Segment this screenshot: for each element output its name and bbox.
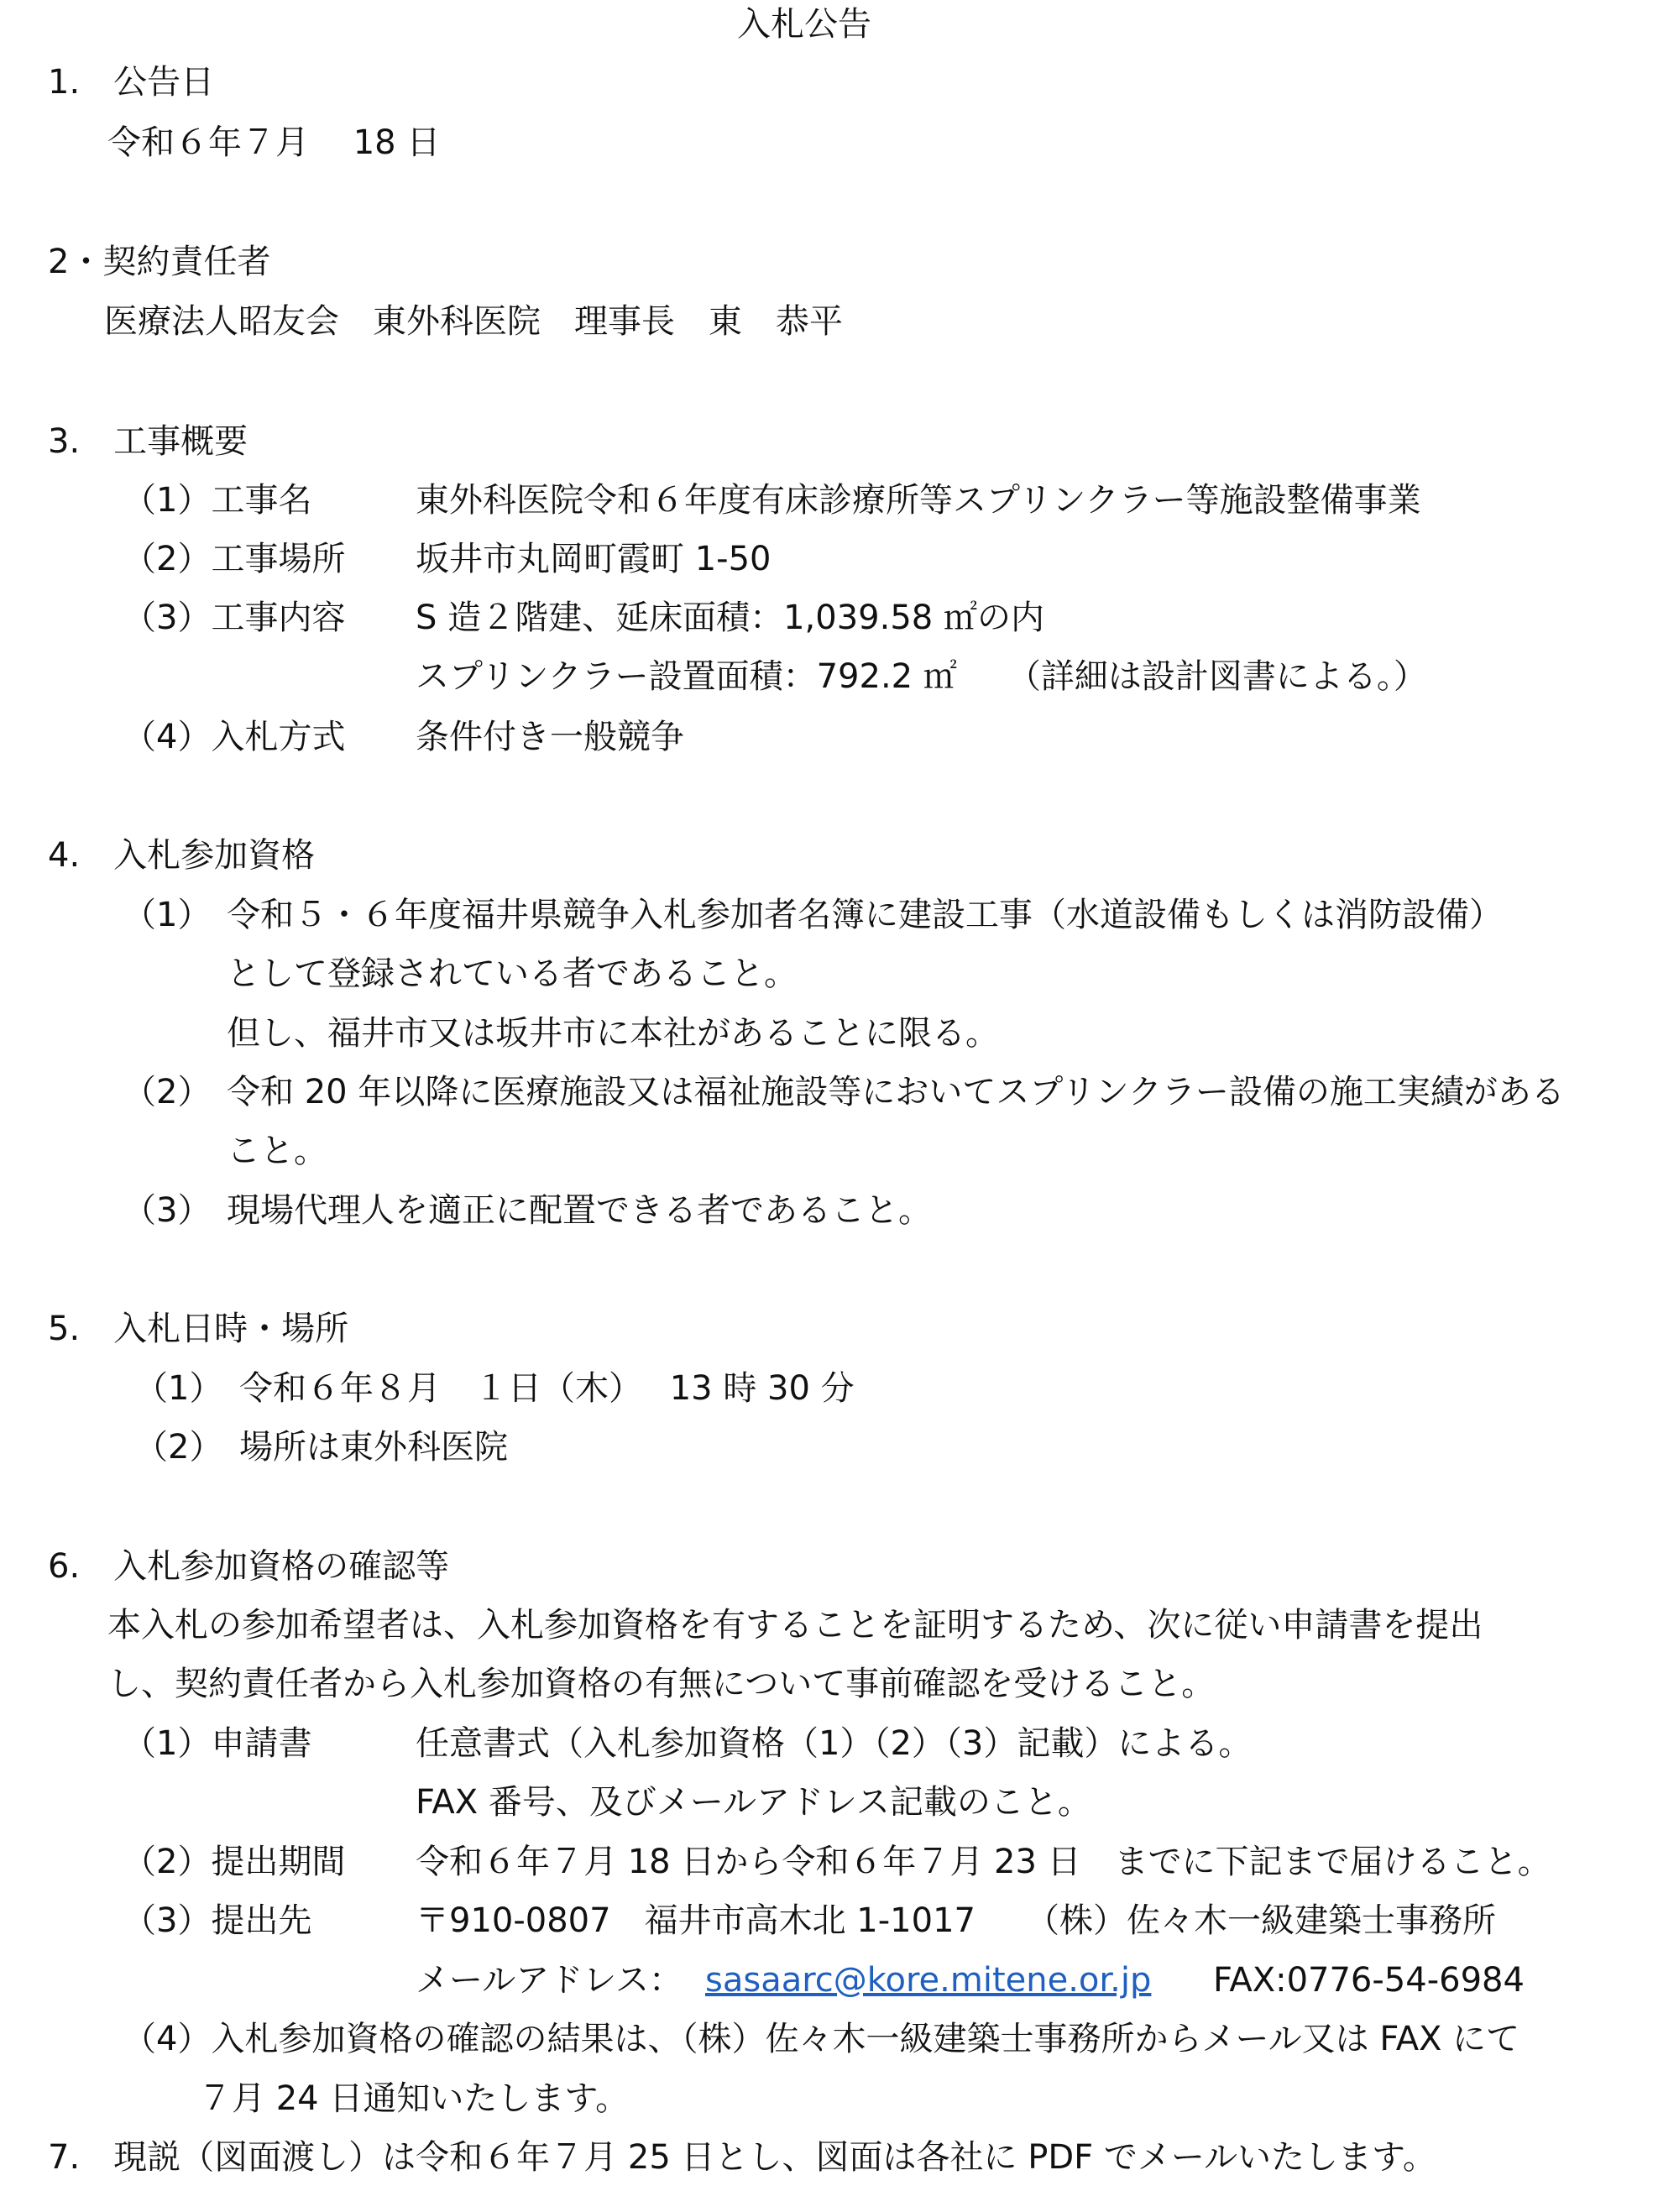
section-3-heading: 3. 工事概要 [48, 422, 248, 461]
work-item-value: 坂井市丸岡町霞町 1-50 [416, 540, 772, 578]
email-label: メールアドレス： [416, 1961, 683, 2000]
qualification-text: として登録されている者であること。 [227, 954, 798, 993]
bid-schedule-number: （2） [134, 1428, 223, 1467]
qualification-text: 但し、福井市又は坂井市に本社があることに限る。 [227, 1014, 999, 1053]
confirmation-item-value: 〒910-0807 福井市高木北 1-1017 （株）佐々木一級建築士事務所 [416, 1901, 1496, 1940]
contract-officer: 医療法人昭友会 東外科医院 理事長 東 恭平 [104, 302, 843, 341]
confirmation-intro: し、契約責任者から入札参加資格の有無について事前確認を受けること。 [107, 1665, 1216, 1703]
work-item-label: （2）工事場所 [123, 540, 346, 578]
section-6-heading: 6. 入札参加資格の確認等 [48, 1547, 450, 1586]
work-item-value: 条件付き一般競争 [416, 718, 684, 756]
qualification-number: （1） [123, 896, 212, 934]
confirmation-item-label: （1）申請書 [123, 1724, 312, 1763]
work-item-label: （1）工事名 [123, 481, 312, 520]
confirmation-item-label: （3）提出先 [123, 1901, 312, 1940]
work-item-value: スプリンクラー設置面積：792.2 ㎡ （詳細は設計図書による。） [416, 657, 1427, 696]
bid-datetime: 令和６年８月 １日（木） 13 時 30 分 [239, 1369, 855, 1408]
confirmation-intro: 本入札の参加希望者は、入札参加資格を有することを証明するため、次に従い申請書を提出 [107, 1606, 1483, 1645]
confirmation-item-value: 令和６年７月 18 日から令和６年７月 23 日 までに下記まで届けること。 [416, 1843, 1551, 1881]
section-2-heading: 2・契約責任者 [48, 243, 271, 281]
qualification-text: こと。 [227, 1132, 327, 1170]
qualification-number: （2） [123, 1073, 212, 1111]
confirmation-result-text: （4）入札参加資格の確認の結果は、（株）佐々木一級建築士事務所からメール又は FAX にて [123, 2020, 1520, 2058]
section-1-heading: 1. 公告日 [48, 63, 215, 102]
confirmation-result-text: ７月 24 日通知いたします。 [198, 2079, 630, 2118]
qualification-text: 令和５・６年度福井県競争入札参加者名簿に建設工事（水道設備もしくは消防設備） [227, 896, 1503, 934]
confirmation-item-label: （2）提出期間 [123, 1843, 346, 1881]
work-item-value: 東外科医院令和６年度有床診療所等スプリンクラー等施設整備事業 [416, 481, 1421, 520]
section-7-text: 7. 現説（図面渡し）は令和６年７月 25 日とし、図面は各社に PDF でメールいたします。 [48, 2138, 1436, 2177]
work-item-value: S 造２階建、延床面積：1,039.58 ㎡の内 [416, 599, 1044, 637]
section-5-heading: 5. 入札日時・場所 [48, 1310, 349, 1348]
qualification-text: 現場代理人を適正に配置できる者であること。 [227, 1191, 932, 1230]
confirmation-item-value: FAX 番号、及びメールアドレス記載のこと。 [416, 1783, 1091, 1822]
bid-schedule-number: （1） [134, 1369, 223, 1408]
section-4-heading: 4. 入札参加資格 [48, 836, 316, 875]
work-item-label: （4）入札方式 [123, 718, 346, 756]
qualification-text: 令和 20 年以降に医療施設又は福祉施設等においてスプリンクラー設備の施工実績がある [227, 1073, 1565, 1111]
email-link[interactable]: sasaarc@kore.mitene.or.jp [705, 1961, 1152, 2000]
confirmation-item-value: 任意書式（入札参加資格（1）（2）（3）記載）による。 [416, 1724, 1253, 1763]
qualification-number: （3） [123, 1191, 212, 1230]
page-title: 入札公告 [737, 5, 871, 44]
bid-location: 場所は東外科医院 [239, 1428, 508, 1467]
fax-number: FAX:0776-54-6984 [1213, 1961, 1525, 2000]
announcement-date: 令和６年７月 18 日 [107, 123, 441, 162]
work-item-label: （3）工事内容 [123, 599, 346, 637]
